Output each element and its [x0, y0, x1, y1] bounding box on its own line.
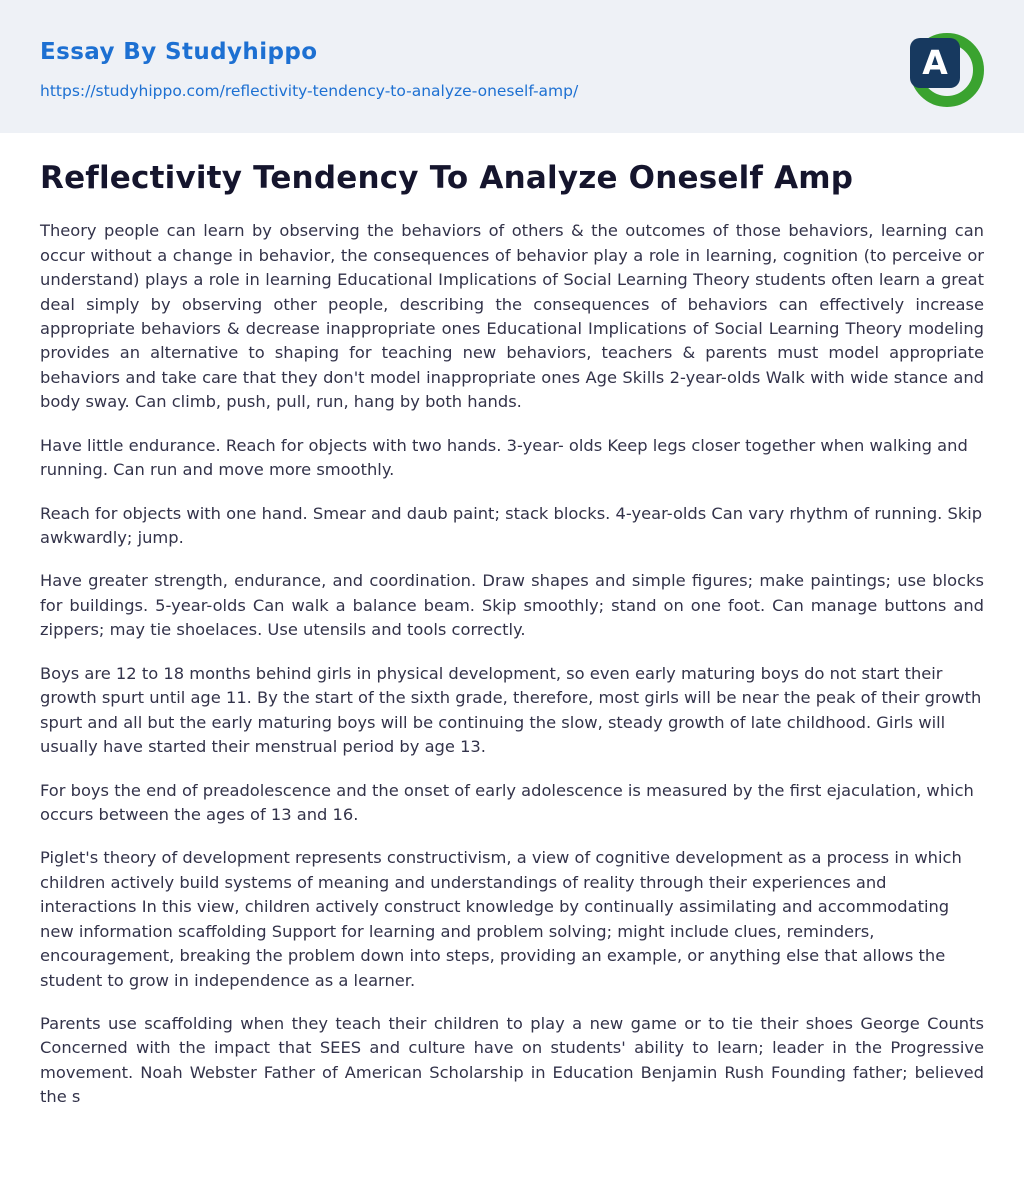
header	[0, 0, 1024, 133]
source-url-link[interactable]: https://studyhippo.com/reflectivity-tendency-to-analyze-oneself-amp/	[40, 81, 579, 100]
essay-content	[0, 160, 1024, 1189]
essay-paragraph: Have little endurance. Reach for objects with two hands. 3-year- olds Keep legs closer together when walking and running. Can run and move more smoothly.	[40, 435, 968, 480]
essay-paragraph: Piglet's theory of development represents constructivism, a view of cognitive development as a process in which children actively build systems of meaning and understandings of reality through their experiences and interactions In this view, children actively construct knowledge by continually assimilating and accommodating new information scaffolding Support for learning and problem solving; might include clues, reminders, encouragement, breaking the problem down into steps, providing an example, or anything else that allows the student to grow in independence as a learner.	[40, 848, 962, 990]
logo-letter-icon: A	[910, 38, 960, 88]
studyhippo-logo	[910, 33, 984, 107]
essay-paragraph: Reach for objects with one hand. Smear and daub paint; stack blocks. 4-year-olds Can vary rhythm of running. Skip awkwardly; jump.	[40, 503, 983, 547]
page-title: Reflectivity Tendency To Analyze Oneself Amp	[40, 160, 854, 196]
essay-paragraph: Boys are 12 to 18 months behind girls in physical development, so even early maturing boys do not start their growth spurt until age 11. By the start of the sixth grade, therefore, most girls will be near the peak of their growth spurt and all but the early maturing boys will be continuing the slow, steady growth of late childhood. Girls will usually have started their menstrual period by age 13.	[40, 663, 982, 757]
brand-title: Essay By Studyhippo	[40, 38, 318, 65]
header-text-block	[40, 39, 578, 100]
essay-paragraph: For boys the end of preadolescence and the onset of early adolescence is measured by the first ejaculation, which occurs between the ages of 13 and 16.	[40, 780, 974, 824]
essay-paragraph: Parents use scaffolding when they teach their children to play a new game or to tie their shoes George Counts Concerned with the impact that SEES and culture have on students' ability to learn; leader in the Progressive movement. Noah Webster Father of American Scholarship in Education Benjamin Rush Founding father; believed the s	[40, 1014, 984, 1107]
essay-paragraph: Have greater strength, endurance, and coordination. Draw shapes and simple figures; make paintings; use blocks for buildings. 5-year-olds Can walk a balance beam. Skip smoothly; stand on one foot. Can manage buttons and zippers; may tie shoelaces. Use utensils and tools correctly.	[40, 571, 984, 640]
essay-paragraph: Theory people can learn by observing the behaviors of others & the outcomes of those behaviors, learning can occur without a change in behavior, the consequences of behavior play a role in learning, cognition (to perceive or understand) plays a role in learning Educational Implications of Social Learning Theory students often learn a great deal simply by observing other people, describing the consequences of behaviors can effectively increase appropriate behaviors & decrease inappropriate ones Educational Implications of Social Learning Theory modeling provides an alternative to shaping for teaching new behaviors, teachers & parents must model appropriate behaviors and take care that they don't model inappropriate ones Age Skills 2-year-olds Walk with wide stance and body sway. Can climb, push, pull, run, hang by both hands.	[40, 221, 984, 412]
